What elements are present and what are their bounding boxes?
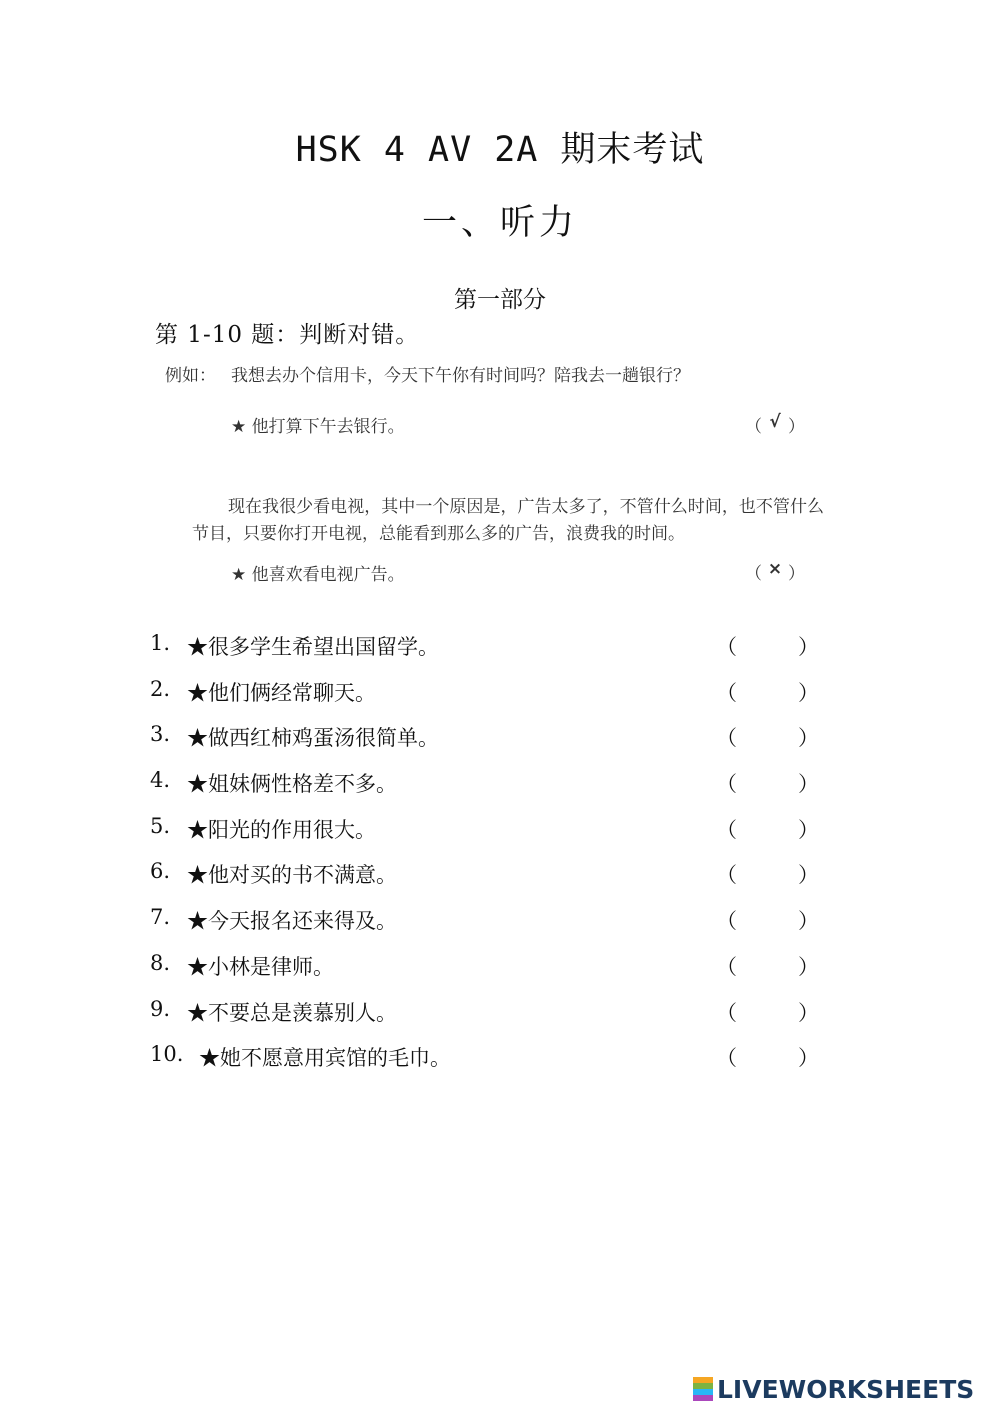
question-row: [150, 1036, 819, 1082]
example-answer-2: [745, 559, 805, 584]
question-number: 5.: [150, 813, 171, 838]
answer-paren-open: （: [716, 680, 737, 705]
question-text: ★今天报名还来得及。: [187, 909, 397, 934]
check-mark: √: [769, 412, 781, 432]
question-text: ★不要总是羡慕别人。: [187, 1000, 397, 1025]
example-answer-1: [745, 412, 805, 437]
logo-text: LIVEWORKSHEETS: [717, 1374, 975, 1404]
logo-stripe: [693, 1395, 713, 1401]
answer-paren-close: ）: [798, 1000, 819, 1025]
example-label: 例如：: [165, 366, 216, 386]
answer-paren-open: （: [716, 817, 737, 842]
question-row: [150, 945, 819, 991]
question-number: 2.: [150, 676, 171, 701]
question-text: ★她不愿意用宾馆的毛巾。: [199, 1046, 451, 1071]
question-number: 4.: [150, 768, 171, 793]
part-heading: 第一部分: [454, 287, 546, 313]
paren-close: ）: [788, 564, 805, 584]
answer-paren-close: ）: [798, 909, 819, 934]
example-statement-2: ★ 他喜欢看电视广告。: [231, 565, 405, 585]
cross-mark: ×: [767, 559, 783, 579]
question-row: [150, 899, 819, 945]
answer-paren-close: ）: [798, 954, 819, 979]
page-title: HSK 4 AV 2A 期末考试: [295, 130, 705, 170]
answer-paren-close: ）: [798, 772, 819, 797]
paren-open: （: [745, 564, 762, 584]
answer-paren-open: （: [716, 863, 737, 888]
question-number: 7.: [150, 905, 171, 930]
liveworksheets-logo: [693, 1375, 974, 1403]
question-text: ★他们俩经常聊天。: [187, 680, 376, 705]
question-row: [150, 853, 819, 899]
section-heading: 一、听力: [421, 203, 578, 243]
liveworksheets-logo-icon: [693, 1377, 713, 1401]
question-text: ★做西红柿鸡蛋汤很简单。: [187, 726, 439, 751]
example-passage: 现在我很少看电视，其中一个原因是，广告太多了，不管什么时间，也不管什么节目，只要你打开电视，总能看到那么多的广告，浪费我的时间。: [192, 497, 824, 544]
question-row: [150, 991, 819, 1037]
question-text: ★姐妹俩性格差不多。: [187, 772, 397, 797]
answer-paren-open: （: [716, 909, 737, 934]
question-number: 6.: [150, 859, 171, 884]
answer-paren-close: ）: [798, 635, 819, 659]
question-text: ★很多学生希望出国留学。: [187, 635, 439, 659]
answer-paren-open: （: [716, 726, 737, 751]
paren-close: ）: [788, 417, 805, 437]
question-text: ★他对买的书不满意。: [187, 863, 397, 888]
answer-paren-open: （: [716, 635, 737, 659]
answer-paren-open: （: [716, 954, 737, 979]
question-number: 9.: [150, 996, 171, 1021]
answer-paren-open: （: [716, 1046, 737, 1071]
answer-paren-open: （: [716, 1000, 737, 1025]
question-number: 8.: [150, 950, 171, 975]
instruction: 第 1-10 题：判断对错。: [155, 322, 420, 348]
example-audio-text: 我想去办个信用卡，今天下午你有时间吗？陪我去一趟银行？: [231, 366, 690, 386]
question-number: 3.: [150, 722, 171, 747]
answer-paren-open: （: [716, 772, 737, 797]
answer-paren-close: ）: [798, 726, 819, 751]
question-text: ★阳光的作用很大。: [187, 817, 376, 842]
paren-open: （: [745, 417, 762, 437]
example-statement-1: ★ 他打算下午去银行。: [231, 417, 405, 437]
answer-paren-close: ）: [798, 1046, 819, 1071]
question-text: ★小林是律师。: [187, 954, 334, 979]
answer-paren-close: ）: [798, 863, 819, 888]
question-row: [150, 625, 819, 671]
question-list: [150, 625, 819, 1082]
question-row: [150, 762, 819, 808]
answer-paren-close: ）: [798, 817, 819, 842]
question-row: [150, 808, 819, 854]
question-row: [150, 671, 819, 717]
answer-paren-close: ）: [798, 680, 819, 705]
question-row: [150, 716, 819, 762]
question-number: 10.: [150, 1042, 184, 1067]
question-number: 1.: [150, 631, 171, 655]
